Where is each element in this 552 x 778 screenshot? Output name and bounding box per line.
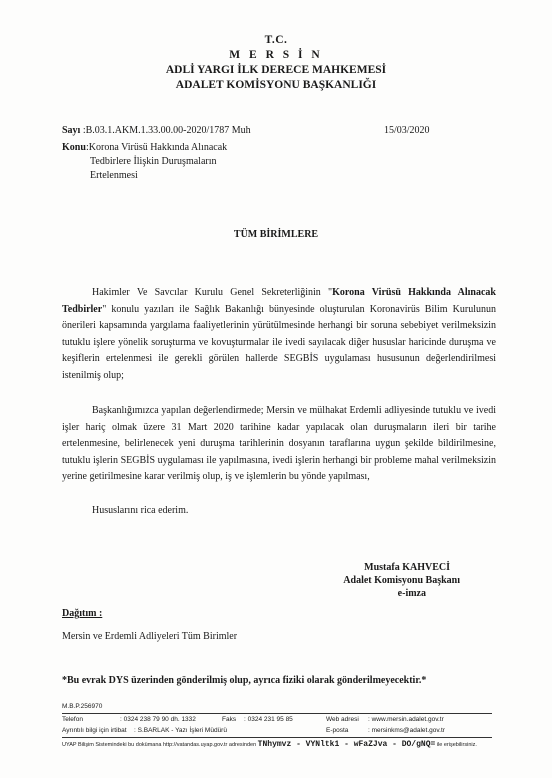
bilgi-value: : S.BARLAK - Yazı İşleri Müdürü — [134, 727, 227, 734]
eposta-label: E-posta — [326, 727, 349, 734]
p1-end: " konulu yazıları ile Sağlık Bakanlığı bünyesinde oluşturulan Koronavirüs Bilim Kurulunun önerileri kapsamında yargılama faaliyetlerinin yürütülmesinde herhangi bir soruna sebebiyet verilmeksizin tutuklu işlere yönelik soruşturma ve kovuşturmalar ile ivedi sayılacak diğer hususlar haricinde duruşma ve keşiflerin ertelenmesi ile gerekli görülen hallerde SEGBİS uygulaması hususunun değerlendirilmesi istenilmiş olup; — [62, 303, 496, 381]
addressee: TÜM BİRİMLERE — [233, 229, 319, 240]
konu-label: Konu — [62, 142, 86, 153]
footer-divider — [62, 713, 492, 714]
telefon-label: Telefon — [62, 716, 83, 723]
header-court: ADLİ YARGI İLK DERECE MAHKEMESİ — [165, 64, 387, 76]
body-paragraph-1 — [62, 285, 496, 384]
distribution-body: Mersin ve Erdemli Adliyeleri Tüm Birimler — [62, 631, 238, 642]
bilgi-label: Ayrıntılı bilgi için irtibat — [62, 727, 127, 734]
signer-title: Adalet Komisyonu Başkanı — [343, 575, 460, 586]
header-tc: T.C. — [264, 34, 288, 46]
uyap-code: TNhymvz - VYNltk1 - wFaZJva - DO/gNQ= — [257, 740, 436, 749]
distribution-title: Dağıtım : — [62, 608, 103, 619]
mbp-code: M.B.P.256970 — [62, 703, 103, 710]
signature-note: e-imza — [397, 588, 426, 599]
konu-line: Tedbirlere İlişkin Duruşmaların — [90, 156, 217, 167]
footer-row-info — [62, 727, 492, 737]
uyap-prefix: UYAP Bilişim Sistemindeki bu dokümana http://vatandas.uyap.gov.tr adresinden — [62, 742, 257, 748]
eposta-value[interactable]: : mersinkms@adalet.gov.tr — [368, 727, 445, 734]
footer-divider-2 — [62, 737, 492, 738]
body-paragraph-3 — [62, 503, 496, 520]
uyap-suffix: ile erişebilirsiniz. — [436, 742, 477, 748]
document-number — [62, 125, 251, 136]
faks-label: Faks — [222, 716, 237, 723]
p3-text: Hususlarını rica ederim. — [92, 505, 189, 516]
web-label: Web adresi — [326, 716, 359, 723]
p2-text: Başkanlığımızca yapılan değerlendirmede; Mersin ve mülhakat Erdemli adliyesinde tutuklu ve ivedi işler hariç olmak üzere 31 Mart 2020 tarihine kadar yapılacak olan duruşmaların ileri bir tarihe ertelenmesine, belirlenecek yeni duruşma tarihlerinin dosyanın taraflarına uygun şekilde bildirilmesine, tutuklu işlerin SEGBİS uygulaması ile yapılmasına, ivedi işlerin herhangi bir probleme mahal verilmeksizin yerine getirilmesine karar verilmiş olup, iş ve işlemlerin bu yönde yapılması, — [62, 405, 496, 482]
web-value[interactable]: : www.mersin.adalet.gov.tr — [368, 716, 444, 723]
faks-value: : 0324 231 95 85 — [244, 716, 293, 723]
body-paragraph-2 — [62, 403, 496, 486]
konu-line: Ertelenmesi — [90, 170, 138, 181]
sayi-label: Sayı — [62, 125, 81, 136]
header-city: M E R S İ N — [229, 49, 323, 61]
signature-block — [300, 561, 460, 600]
document-date: 15/03/2020 — [384, 125, 430, 136]
p1-start: Hakimler Ve Savcılar Kurulu Genel Sekreterliğinin " — [92, 287, 333, 298]
p1-bold: Korona Virüsü Hakkında Alınacak Tedbirler — [62, 287, 496, 315]
telefon-value: : 0324 238 79 90 dh. 1332 — [120, 716, 196, 723]
footer-row-contact — [62, 716, 492, 726]
konu-line: :Korona Virüsü Hakkında Alınacak — [86, 142, 228, 153]
signer-name: Mustafa KAHVECİ — [364, 562, 450, 573]
header-commission: ADALET KOMİSYONU BAŞKANLIĞI — [175, 79, 377, 91]
dys-notice: *Bu evrak DYS üzerinden gönderilmiş olup, ayrıca fiziki olarak gönderilmeyecektir.* — [62, 675, 427, 686]
uyap-access-line — [62, 740, 477, 749]
sayi-value: :B.03.1.AKM.1.33.00.00-2020/1787 Muh — [82, 125, 251, 136]
